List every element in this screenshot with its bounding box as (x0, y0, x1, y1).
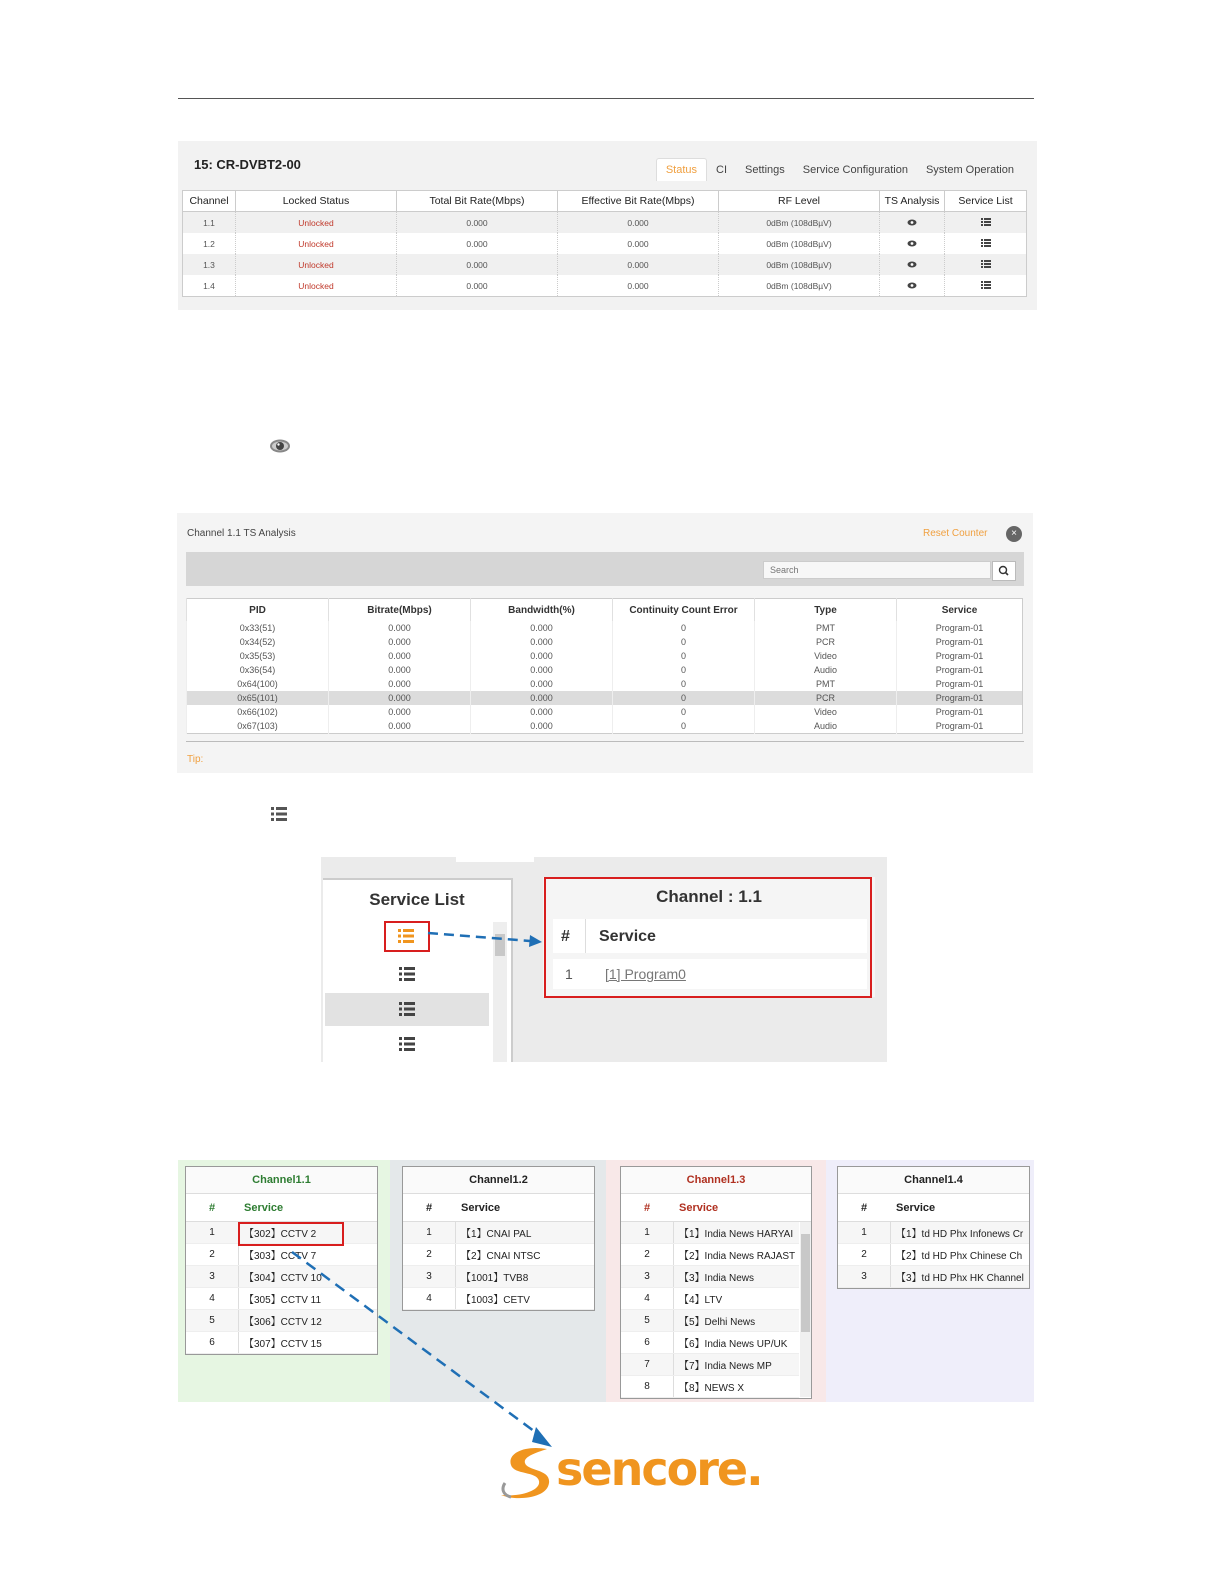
channel-cell: 1.1 (183, 212, 236, 234)
bandwidth-cell: 0.000 (471, 691, 613, 705)
service-name: 【1】CNAI PAL (461, 1229, 532, 1240)
effective-cell: 0.000 (558, 233, 719, 254)
arrow-icon (280, 1242, 570, 1462)
eye-icon[interactable] (880, 212, 945, 234)
service-name: 【4】LTV (679, 1295, 723, 1306)
row-number: 4 (209, 1293, 215, 1304)
pid-cell: 0x65(101) (187, 691, 329, 705)
cc-error-cell: 0 (613, 663, 755, 677)
table-row (187, 663, 1023, 677)
tab-service-configuration[interactable]: Service Configuration (802, 164, 908, 176)
service-list (621, 1222, 799, 1398)
locked-cell: Unlocked (236, 254, 397, 275)
table-row (187, 677, 1023, 691)
service-cell: Program-01 (897, 677, 1023, 691)
service-cell: Program-01 (897, 649, 1023, 663)
service-name: 【1】India News HARYAI (679, 1229, 794, 1240)
search-bar (186, 552, 1024, 586)
service-header: Service (896, 1201, 936, 1214)
list-icon[interactable] (945, 233, 1027, 254)
service-header: Service (244, 1201, 284, 1214)
bandwidth-cell: 0.000 (471, 719, 613, 734)
table-row (187, 705, 1023, 719)
device-title: 15: CR-DVBT2-00 (194, 157, 301, 172)
cc-error-cell: 0 (613, 677, 755, 691)
service-name: 【1001】TVB8 (461, 1273, 529, 1284)
service-name: 【303】CCTV 7 (244, 1251, 317, 1262)
bitrate-cell: 0.000 (329, 649, 471, 663)
ts-analysis-dialog (177, 513, 1033, 773)
row-number: 1 (565, 966, 573, 982)
service-cell: Program-01 (897, 621, 1023, 635)
row-number: 2 (426, 1249, 432, 1260)
col-ts-analysis: TS Analysis (880, 191, 945, 212)
total-cell: 0.000 (397, 233, 558, 254)
row-number: 3 (426, 1271, 432, 1282)
search-input[interactable] (763, 561, 991, 579)
service-list-column (323, 878, 513, 1062)
col-bandwidth: Bandwidth(%) (471, 599, 613, 622)
channel-title: Channel1.1 (186, 1167, 377, 1194)
cc-error-cell: 0 (613, 691, 755, 705)
service-name: 【7】India News MP (679, 1361, 772, 1372)
service-name: 【307】CCTV 15 (244, 1339, 322, 1350)
row-number: 2 (644, 1249, 650, 1260)
search-button[interactable] (992, 561, 1016, 581)
dialog-title: Channel 1.1 TS Analysis (187, 528, 296, 539)
pid-cell: 0x34(52) (187, 635, 329, 649)
list-icon[interactable] (945, 275, 1027, 297)
locked-cell: Unlocked (236, 212, 397, 234)
table-row (187, 621, 1023, 635)
col-locked-status: Locked Status (236, 191, 397, 212)
service-header-row (838, 1194, 1029, 1222)
table-row (187, 635, 1023, 649)
tab-status[interactable]: Status (656, 158, 707, 181)
list-row (325, 958, 489, 991)
list-item[interactable] (621, 1266, 799, 1288)
hash-header: # (643, 1201, 651, 1214)
list-item[interactable] (838, 1244, 1029, 1266)
status-panel (178, 141, 1037, 310)
list-icon (270, 805, 288, 828)
channel-cell: 1.4 (183, 275, 236, 297)
type-cell: PCR (755, 691, 897, 705)
col-type: Type (755, 599, 897, 622)
type-cell: PMT (755, 621, 897, 635)
eye-icon[interactable] (880, 275, 945, 297)
service-name: 【2】CNAI NTSC (461, 1251, 541, 1262)
row-number: 3 (644, 1271, 650, 1282)
locked-cell: Unlocked (236, 233, 397, 254)
row-number: 4 (644, 1293, 650, 1304)
type-cell: Video (755, 649, 897, 663)
divider (186, 741, 1024, 742)
table-row (183, 254, 1027, 275)
service-cell: Program-01 (897, 691, 1023, 705)
list-item[interactable] (621, 1244, 799, 1266)
service-name: 【304】CCTV 10 (244, 1273, 322, 1284)
service-name: 【1】td HD Phx Infonews Cr (896, 1229, 1024, 1240)
bitrate-cell: 0.000 (329, 663, 471, 677)
list-icon[interactable] (945, 212, 1027, 234)
channel-cell: 1.2 (183, 233, 236, 254)
row-number: 2 (861, 1249, 867, 1260)
cc-error-cell: 0 (613, 635, 755, 649)
bitrate-cell: 0.000 (329, 691, 471, 705)
list-item[interactable] (621, 1354, 799, 1376)
row-number: 6 (209, 1337, 215, 1348)
service-name: 【306】CCTV 12 (244, 1317, 322, 1328)
service-list-zoom (321, 857, 887, 1062)
cc-error-cell: 0 (613, 719, 755, 734)
bitrate-cell: 0.000 (329, 719, 471, 734)
eye-icon[interactable] (880, 254, 945, 275)
row-number: 5 (644, 1315, 650, 1326)
list-item[interactable] (838, 1222, 1029, 1244)
selected-list-button[interactable] (384, 921, 430, 952)
list-item[interactable] (621, 1310, 799, 1332)
channel-cell: 1.3 (183, 254, 236, 275)
highlight-box (544, 877, 872, 998)
service-name: 【3】India News (679, 1273, 755, 1284)
rf-cell: 0dBm (108dBµV) (719, 254, 880, 275)
service-header: Service (461, 1201, 501, 1214)
eye-icon (269, 437, 291, 460)
service-cell: Program-01 (897, 705, 1023, 719)
hash-header: # (208, 1201, 216, 1214)
list-row (325, 1028, 489, 1061)
type-cell: PCR (755, 635, 897, 649)
effective-cell: 0.000 (558, 254, 719, 275)
channel-title: Channel1.3 (621, 1167, 811, 1194)
pid-cell: 0x35(53) (187, 649, 329, 663)
service-name: 【3】td HD Phx HK Channel (896, 1273, 1024, 1284)
sencore-logo-text: sencore. (556, 1442, 762, 1496)
service-header-row (186, 1194, 377, 1222)
total-cell: 0.000 (397, 254, 558, 275)
pid-cell: 0x64(100) (187, 677, 329, 691)
pid-cell: 0x67(103) (187, 719, 329, 734)
bandwidth-cell: 0.000 (471, 663, 613, 677)
reset-counter-button[interactable]: Reset Counter (923, 528, 988, 539)
row-number: 1 (861, 1227, 867, 1238)
tab-settings[interactable]: Settings (745, 164, 785, 176)
col-channel: Channel (183, 191, 236, 212)
row-number: 3 (209, 1271, 215, 1282)
decoration (456, 857, 534, 862)
pid-cell: 0x36(54) (187, 663, 329, 677)
service-cell: Program-01 (897, 719, 1023, 734)
list-icon (398, 929, 414, 943)
channel-title: Channel : 1.1 (656, 887, 762, 906)
ts-table (186, 598, 1023, 734)
service-cell: Program-01 (897, 663, 1023, 677)
list-item[interactable] (621, 1288, 799, 1310)
program-link[interactable]: [1] Program0 (605, 966, 686, 982)
service-name: 【6】India News UP/UK (679, 1339, 788, 1350)
row-number: 5 (209, 1315, 215, 1326)
tab-bar (656, 157, 1023, 181)
list-item[interactable] (621, 1376, 799, 1398)
col-service-list: Service List (945, 191, 1027, 212)
arrow-icon (426, 927, 544, 947)
type-cell: Audio (755, 663, 897, 677)
rf-cell: 0dBm (108dBµV) (719, 212, 880, 234)
cc-error-cell: 0 (613, 705, 755, 719)
col-cc-error: Continuity Count Error (613, 599, 755, 622)
list-item[interactable] (403, 1222, 594, 1244)
cc-error-cell: 0 (613, 621, 755, 635)
rf-cell: 0dBm (108dBµV) (719, 233, 880, 254)
list-icon[interactable] (399, 1002, 415, 1016)
col-pid: PID (187, 599, 329, 622)
list-row (325, 993, 489, 1026)
bitrate-cell: 0.000 (329, 621, 471, 635)
table-row (187, 649, 1023, 663)
list-item[interactable] (621, 1332, 799, 1354)
service-cell: Program-01 (897, 635, 1023, 649)
row-number: 4 (426, 1293, 432, 1304)
bandwidth-cell: 0.000 (471, 705, 613, 719)
channel-card-1-3 (620, 1166, 812, 1399)
service-header-row (403, 1194, 594, 1222)
list-icon[interactable] (399, 967, 415, 981)
channel-title: Channel1.2 (403, 1167, 594, 1194)
list-icon[interactable] (945, 254, 1027, 275)
service-name: 【305】CCTV 11 (244, 1295, 322, 1306)
search-icon (993, 562, 1015, 580)
list-icon[interactable] (399, 1037, 415, 1051)
effective-cell: 0.000 (558, 212, 719, 234)
col-total-bitrate: Total Bit Rate(Mbps) (397, 191, 558, 212)
channel-card-1-4 (837, 1166, 1030, 1289)
row-number: 2 (209, 1249, 215, 1260)
service-name: 【2】td HD Phx Chinese Ch (896, 1251, 1023, 1262)
col-rf-level: RF Level (719, 191, 880, 212)
scrollbar-thumb[interactable] (801, 1234, 810, 1332)
scrollbar[interactable] (800, 1222, 811, 1397)
cc-error-cell: 0 (613, 649, 755, 663)
row-number: 3 (861, 1271, 867, 1282)
type-cell: Video (755, 705, 897, 719)
pid-cell: 0x33(51) (187, 621, 329, 635)
service-name: 【2】India News RAJAST (679, 1251, 796, 1262)
sencore-logo-icon (495, 1445, 555, 1501)
bandwidth-cell: 0.000 (471, 649, 613, 663)
eye-icon[interactable] (880, 233, 945, 254)
table-row (183, 233, 1027, 254)
table-row (187, 691, 1023, 705)
tip-label: Tip: (187, 754, 204, 765)
table-row (183, 275, 1027, 297)
service-name: 【1003】CETV (461, 1295, 530, 1306)
bandwidth-cell: 0.000 (471, 677, 613, 691)
tab-ci[interactable]: CI (716, 164, 728, 176)
col-bitrate: Bitrate(Mbps) (329, 599, 471, 622)
row-number: 1 (426, 1227, 432, 1238)
type-cell: Audio (755, 719, 897, 734)
row-number: 7 (644, 1359, 650, 1370)
list-item[interactable] (621, 1222, 799, 1244)
type-cell: PMT (755, 677, 897, 691)
service-name: 【8】NEWS X (679, 1383, 745, 1394)
table-row (187, 719, 1023, 734)
close-icon[interactable]: × (1006, 526, 1022, 542)
service-header: Service (599, 928, 656, 945)
channel-title: Channel1.4 (838, 1167, 1029, 1194)
service-list-header: Service List (369, 890, 465, 909)
hash-header: # (561, 928, 570, 945)
tab-system-operation[interactable]: System Operation (925, 164, 1014, 176)
bandwidth-cell: 0.000 (471, 635, 613, 649)
service-name: 【302】CCTV 2 (244, 1229, 317, 1240)
service-header-row (621, 1194, 811, 1222)
hash-header: # (860, 1201, 868, 1214)
service-name: 【5】Delhi News (679, 1317, 756, 1328)
bitrate-cell: 0.000 (329, 635, 471, 649)
row-number: 6 (644, 1337, 650, 1348)
bitrate-cell: 0.000 (329, 677, 471, 691)
pid-cell: 0x66(102) (187, 705, 329, 719)
status-table (182, 190, 1027, 297)
page-rule (178, 98, 1034, 99)
effective-cell: 0.000 (558, 275, 719, 297)
locked-cell: Unlocked (236, 275, 397, 297)
col-effective-bitrate: Effective Bit Rate(Mbps) (558, 191, 719, 212)
total-cell: 0.000 (397, 212, 558, 234)
col-service: Service (897, 599, 1023, 622)
row-number: 1 (644, 1227, 650, 1238)
bitrate-cell: 0.000 (329, 705, 471, 719)
row-number: 8 (644, 1381, 650, 1392)
rf-cell: 0dBm (108dBµV) (719, 275, 880, 297)
row-number: 1 (209, 1227, 215, 1238)
hash-header: # (425, 1201, 433, 1214)
bandwidth-cell: 0.000 (471, 621, 613, 635)
total-cell: 0.000 (397, 275, 558, 297)
table-row (183, 212, 1027, 234)
list-item[interactable] (838, 1266, 1029, 1288)
service-header: Service (679, 1201, 719, 1214)
